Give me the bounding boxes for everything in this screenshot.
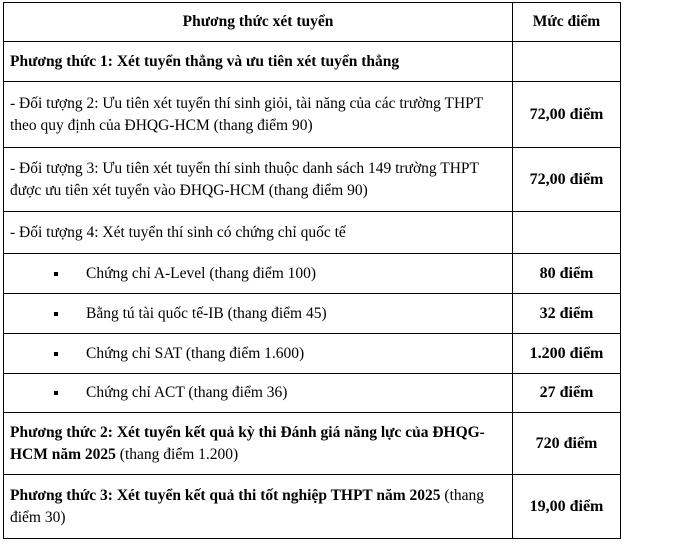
method2-note: (thang điểm 1.200) (115, 445, 239, 463)
admission-methods-table (3, 2, 621, 539)
method2-score: 720 điểm (513, 413, 621, 475)
method1-title: Phương thức 1: Xét tuyển thẳng và ưu tiên xét tuyển thẳng (4, 42, 513, 82)
method-column-header: Phương thức xét tuyển (4, 3, 513, 42)
bullet-icon (54, 272, 58, 276)
certificate-label: Chứng chỉ SAT (thang điểm 1.600) (86, 344, 305, 362)
certificate-row (4, 294, 621, 334)
certificate-row (4, 334, 621, 374)
bullet-icon (54, 391, 58, 395)
score-column-header: Mức điểm (513, 3, 621, 42)
method3-title: Phương thức 3: Xét tuyển kết quả thi tốt nghiệp THPT năm 2025 (10, 486, 441, 504)
row-score (513, 212, 621, 254)
certificate-row (4, 374, 621, 413)
method2-title: Phương thức 2: Xét tuyển kết quả kỳ thi Đánh giá năng lực của ĐHQG-HCM năm 2025 (10, 423, 485, 463)
certificate-score: 1.200 điểm (513, 334, 621, 374)
method3-score: 19,00 điểm (513, 475, 621, 539)
table-row (4, 148, 621, 212)
table-header-row (4, 3, 621, 42)
method1-row (4, 42, 621, 82)
table-row (4, 82, 621, 148)
certificate-label: Chứng chỉ ACT (thang điểm 36) (86, 384, 288, 401)
method1-score (513, 42, 621, 82)
row-description: - Đối tượng 4: Xét tuyển thí sinh có chứng chỉ quốc tế (4, 212, 513, 254)
row-description: - Đối tượng 3: Ưu tiên xét tuyển thí sinh thuộc danh sách 149 trường THPT được ưu tiên xét tuyển vào ĐHQG-HCM (thang điểm 90) (4, 148, 513, 212)
method2-row (4, 413, 621, 475)
table-row (4, 212, 621, 254)
certificate-row (4, 254, 621, 294)
row-score: 72,00 điểm (513, 82, 621, 148)
method3-row (4, 475, 621, 539)
row-score: 72,00 điểm (513, 148, 621, 212)
certificate-label: Chứng chỉ A-Level (thang điểm 100) (86, 264, 317, 282)
method3-note: (thang điểm 30) (10, 486, 485, 526)
certificate-label: Bằng tú tài quốc tế-IB (thang điểm 45) (86, 304, 327, 322)
certificate-score: 32 điểm (513, 294, 621, 334)
certificate-score: 27 điểm (513, 374, 621, 413)
certificate-score: 80 điểm (513, 254, 621, 294)
row-description: - Đối tượng 2: Ưu tiên xét tuyển thí sinh giỏi, tài năng của các trường THPT theo quy định của ĐHQG-HCM (thang điểm 90) (4, 82, 513, 148)
bullet-icon (54, 352, 58, 356)
bullet-icon (54, 312, 58, 316)
